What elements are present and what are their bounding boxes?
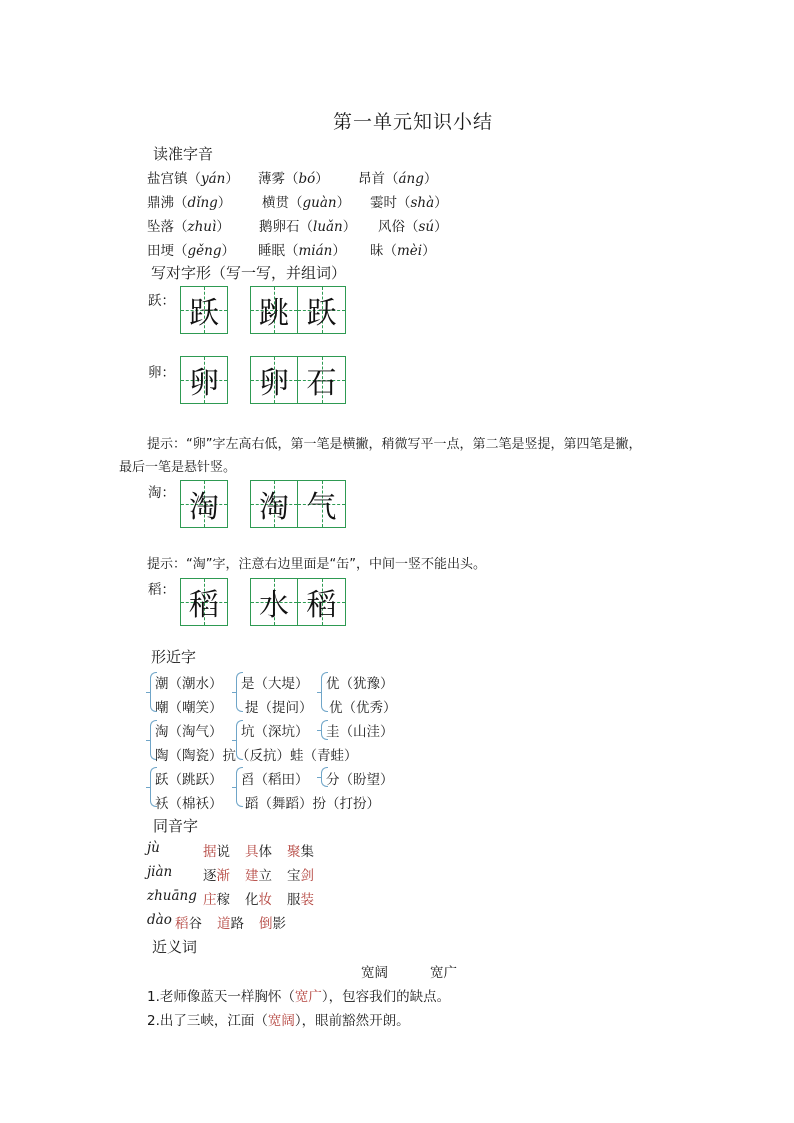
homophone-word: 倒影 bbox=[259, 916, 286, 932]
tianzige-single bbox=[180, 578, 228, 626]
homophone-word: 聚集 bbox=[287, 844, 314, 860]
pron-item: 薄雾（bó） bbox=[258, 171, 329, 187]
similar-item: 坑（深坑） bbox=[241, 724, 309, 740]
similar-item: 蹈（舞蹈）扮（打扮） bbox=[245, 796, 380, 812]
tianzige-single bbox=[180, 480, 228, 528]
section-heading-writing: 写对字形（写一写，并组词） bbox=[151, 264, 347, 282]
section-heading-synonyms: 近义词 bbox=[152, 938, 198, 956]
practice-char: 稻 bbox=[189, 588, 219, 623]
tianzige-word bbox=[250, 578, 346, 626]
similar-item: 圭（山洼） bbox=[326, 724, 394, 740]
similar-item: 嘲（嘲笑） bbox=[155, 700, 223, 716]
pron-item: 坠落（zhuì） bbox=[147, 219, 230, 235]
writing-label: 稻： bbox=[148, 582, 175, 598]
pron-item: 昧（mèi） bbox=[370, 243, 436, 259]
practice-char: 气 bbox=[306, 490, 337, 525]
pron-item: 横贯（guàn） bbox=[262, 195, 351, 211]
similar-item: 陶（陶瓷）抗（反抗）蛙（青蛙） bbox=[155, 748, 358, 764]
similar-item: 舀（稻田） bbox=[241, 772, 309, 788]
similar-item: 是（大堤） bbox=[241, 676, 309, 692]
similar-item: 跃（跳跃） bbox=[155, 772, 223, 788]
pron-item: 田埂（gěng） bbox=[147, 243, 235, 259]
pron-item: 盐宫镇（yán） bbox=[147, 171, 239, 187]
practice-char: 稻 bbox=[306, 588, 337, 623]
homophone-pinyin: jù bbox=[147, 840, 160, 856]
homophone-word: 建立 bbox=[245, 868, 272, 884]
writing-label: 卵： bbox=[148, 365, 175, 381]
section-heading-homophones: 同音字 bbox=[153, 817, 199, 835]
similar-item: 提（提问） bbox=[245, 700, 313, 716]
pron-item: 霎时（shà） bbox=[370, 195, 448, 211]
homophone-word: 稻谷 bbox=[175, 916, 202, 932]
similar-item: 优（犹豫） bbox=[326, 676, 394, 692]
homophone-word: 具体 bbox=[245, 844, 272, 860]
similar-item: 分（盼望） bbox=[326, 772, 394, 788]
writing-label: 淘： bbox=[148, 485, 175, 501]
synonym-sentence: 2.出了三峡，江面（宽阔），眼前豁然开朗。 bbox=[147, 1013, 410, 1029]
practice-char: 水 bbox=[259, 588, 289, 623]
pron-item: 睡眠（mián） bbox=[258, 243, 346, 259]
homophone-word: 逐渐 bbox=[203, 868, 230, 884]
practice-char: 淘 bbox=[259, 490, 289, 525]
hint-text: 最后一笔是悬针竖。 bbox=[119, 460, 237, 475]
practice-char: 跳 bbox=[259, 296, 289, 331]
homophone-word: 庄稼 bbox=[203, 892, 230, 908]
similar-item: 潮（潮水） bbox=[155, 676, 223, 692]
synonym-option: 宽阔 bbox=[361, 965, 388, 981]
practice-char: 淘 bbox=[189, 490, 219, 525]
tianzige-single bbox=[180, 286, 228, 334]
similar-item: 淘（淘气） bbox=[155, 724, 223, 740]
homophone-word: 服装 bbox=[287, 892, 314, 908]
synonym-sentence: 1.老师像蓝天一样胸怀（宽广），包容我们的缺点。 bbox=[147, 989, 451, 1005]
hint-text: 提示：“卵”字左高右低，第一笔是横撇，稍微写平一点，第二笔是竖提，第四笔是撇， bbox=[147, 437, 642, 452]
homophone-pinyin: jiàn bbox=[147, 864, 173, 880]
homophone-word: 化妆 bbox=[245, 892, 272, 908]
synonym-option: 宽广 bbox=[430, 965, 457, 981]
tianzige-word bbox=[250, 480, 346, 528]
practice-char: 卵 bbox=[189, 366, 219, 401]
homophone-pinyin: zhuāng bbox=[147, 888, 197, 904]
practice-char: 卵 bbox=[259, 366, 289, 401]
section-heading-pronunciation: 读准字音 bbox=[153, 145, 214, 163]
practice-char: 跃 bbox=[306, 296, 337, 331]
homophone-pinyin: dào bbox=[147, 912, 172, 928]
similar-item: 优（优秀） bbox=[329, 700, 397, 716]
pron-item: 昂首（áng） bbox=[358, 171, 438, 187]
pron-item: 鹅卵石（luǎn） bbox=[259, 219, 357, 235]
homophone-word: 道路 bbox=[217, 916, 244, 932]
hint-text: 提示：“淘”字，注意右边里面是“缶”，中间一竖不能出头。 bbox=[147, 557, 486, 572]
section-heading-similar: 形近字 bbox=[151, 648, 197, 666]
page-title: 第一单元知识小结 bbox=[333, 111, 494, 133]
tianzige-single bbox=[180, 356, 228, 404]
pron-item: 鼎沸（dǐng） bbox=[147, 195, 232, 211]
homophone-word: 据说 bbox=[203, 844, 230, 860]
homophone-word: 宝剑 bbox=[287, 868, 314, 884]
tianzige-word bbox=[250, 286, 346, 334]
writing-label: 跃： bbox=[148, 293, 175, 309]
pron-item: 风俗（sú） bbox=[378, 219, 448, 235]
practice-char: 石 bbox=[306, 366, 337, 401]
tianzige-word bbox=[250, 356, 346, 404]
practice-char: 跃 bbox=[189, 296, 219, 331]
similar-item: 袄（棉袄） bbox=[155, 796, 223, 812]
